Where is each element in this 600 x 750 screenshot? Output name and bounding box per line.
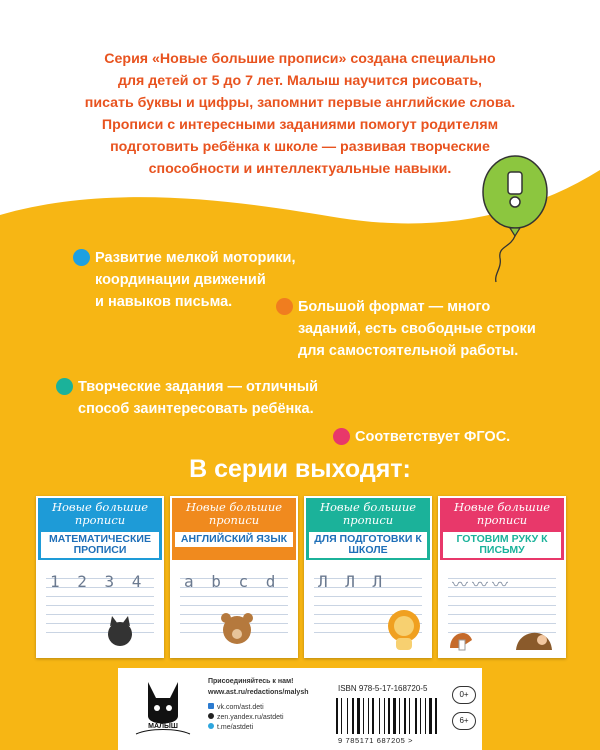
barcode-bar [393, 698, 396, 734]
social-link-text: zen.yandex.ru/astdeti [217, 714, 284, 721]
zen-icon [208, 713, 214, 719]
barcode-bar [349, 698, 351, 734]
series-title: В серии выходят: [189, 455, 411, 483]
barcode-bar [435, 698, 437, 734]
bullet-dot [276, 298, 293, 315]
book-header [440, 498, 564, 560]
telegram-icon [208, 723, 214, 729]
book-preview [172, 560, 296, 656]
barcode-bar [361, 698, 362, 734]
publisher-name: МАЛЫШ [148, 723, 178, 730]
bullet-dot [56, 378, 73, 395]
book-preview [440, 560, 564, 656]
barcode-bar [384, 698, 385, 734]
bullet-dot [333, 428, 350, 445]
barcode-bar [375, 698, 378, 734]
barcode-bar [422, 698, 424, 734]
barcode-bar [388, 698, 390, 734]
bullet-fine-motor [95, 247, 296, 313]
intro-line: подготовить ребёнка к школе — развивая творческие [110, 139, 490, 155]
publisher-info-box [118, 668, 482, 750]
barcode-bar [336, 698, 338, 734]
barcode-number: 9 785171 687205 > [338, 736, 414, 745]
barcode-bar [438, 698, 439, 734]
bullet-creative-tasks [78, 376, 318, 420]
barcode-bar [363, 698, 364, 734]
barcode-bar [391, 698, 392, 734]
barcode-bar [425, 698, 426, 734]
barcode-bar [420, 698, 421, 734]
barcode-bar [404, 698, 406, 734]
book-sample: 〰〰〰 [452, 575, 513, 594]
barcode-bar [407, 698, 408, 734]
book-title: ГОТОВИМ РУКУ К ПИСЬМУ [443, 532, 561, 558]
publisher-logo [128, 676, 198, 742]
barcode-bar [341, 698, 342, 734]
barcode-bar [381, 698, 383, 734]
intro-line: способности и интеллектуальные навыки. [148, 161, 452, 177]
barcode-bar [433, 698, 434, 734]
bullet-line: способ заинтересовать ребёнка. [78, 401, 314, 417]
book-preview [38, 560, 162, 656]
balloon-illustration [470, 150, 560, 290]
bullet-line: заданий, есть свободные строки [298, 321, 536, 337]
bullet-line: Развитие мелкой моторики, [95, 250, 296, 266]
book-series-label: Новые большие прописи [319, 500, 417, 527]
book-cover-english[interactable] [170, 496, 298, 658]
barcode-bar [427, 698, 428, 734]
barcode-bar [397, 698, 398, 734]
barcode-bar [401, 698, 403, 734]
book-sample: Л Л Л [318, 572, 387, 591]
book-cover-school-prep[interactable] [304, 496, 432, 658]
book-title: ДЛЯ ПОДГОТОВКИ К ШКОЛЕ [309, 532, 427, 558]
intro-line: Прописи с интересными заданиями помогут родителям [101, 117, 499, 133]
bullet-dot [73, 249, 90, 266]
intro-line: писать буквы и цифры, запомнит первые английские слова. [84, 95, 516, 111]
barcode-bar [386, 698, 387, 734]
join-us-text: Присоединяйтесь к нам! [208, 678, 294, 685]
barcode-bar [399, 698, 400, 734]
barcode-bar [418, 698, 419, 734]
cat-icon [100, 610, 140, 650]
bullet-line: и навыков письма. [95, 294, 233, 310]
bullet-line: Соответствует ФГОС. [355, 429, 511, 445]
barcode-bar [339, 698, 340, 734]
book-cover-math[interactable] [36, 496, 164, 658]
bullet-line: Большой формат — много [298, 299, 491, 315]
barcode [336, 698, 444, 734]
bullet-line: для самостоятельной работы. [298, 343, 519, 359]
book-header [306, 498, 430, 560]
bullet-line: координации движений [95, 272, 266, 288]
social-link-text: vk.com/ast.deti [217, 704, 264, 711]
barcode-bar [357, 698, 360, 734]
barcode-bar [415, 698, 417, 734]
book-title: МАТЕМАТИЧЕСКИЕ ПРОПИСИ [41, 532, 159, 558]
bullet-large-format [298, 296, 536, 362]
barcode-bar [411, 698, 414, 734]
book-header [172, 498, 296, 560]
barcode-bar [365, 698, 367, 734]
vk-icon [208, 703, 214, 709]
barcode-bar [379, 698, 380, 734]
book-cover-hand-prep[interactable] [438, 496, 566, 658]
social-link-zen[interactable] [208, 713, 284, 721]
book-series-label: Новые большие прописи [51, 500, 149, 527]
book-title: АНГЛИЙСКИЙ ЯЗЫК [175, 532, 293, 547]
social-link-text: t.me/astdeti [217, 724, 254, 731]
social-link-vk[interactable] [208, 703, 264, 711]
social-link-telegram[interactable] [208, 723, 253, 731]
barcode-bar [355, 698, 356, 734]
barcode-bar [343, 698, 346, 734]
bullet-line: Творческие задания — отличный [78, 379, 319, 395]
bear-icon [216, 606, 258, 650]
intro-line: для детей от 5 до 7 лет. Малыш научится рисовать, [118, 73, 482, 89]
barcode-bar [409, 698, 410, 734]
intro-line: Серия «Новые большие прописи» создана специально [104, 51, 496, 67]
bullet-fgos [355, 426, 510, 448]
book-series-label: Новые большие прописи [453, 500, 551, 527]
barcode-bar [370, 698, 371, 734]
barcode-bar [372, 698, 374, 734]
book-sample: a b c d [184, 572, 280, 591]
book-series-label: Новые большие прописи [185, 500, 283, 527]
barcode-bar [347, 698, 348, 734]
age-rating-6: 6+ [452, 712, 476, 730]
isbn-text: ISBN 978-5-17-168720-5 [338, 684, 428, 693]
age-rating-0: 0+ [452, 686, 476, 704]
barcode-bar [352, 698, 354, 734]
hedgehog-mushroom-icon [446, 618, 556, 654]
lion-icon [382, 604, 426, 652]
barcode-bar [368, 698, 369, 734]
book-preview [306, 560, 430, 656]
website-link[interactable]: www.ast.ru/redactions/malysh [208, 689, 309, 696]
book-header [38, 498, 162, 560]
book-sample: 1 2 3 4 [50, 572, 146, 591]
barcode-bar [429, 698, 432, 734]
